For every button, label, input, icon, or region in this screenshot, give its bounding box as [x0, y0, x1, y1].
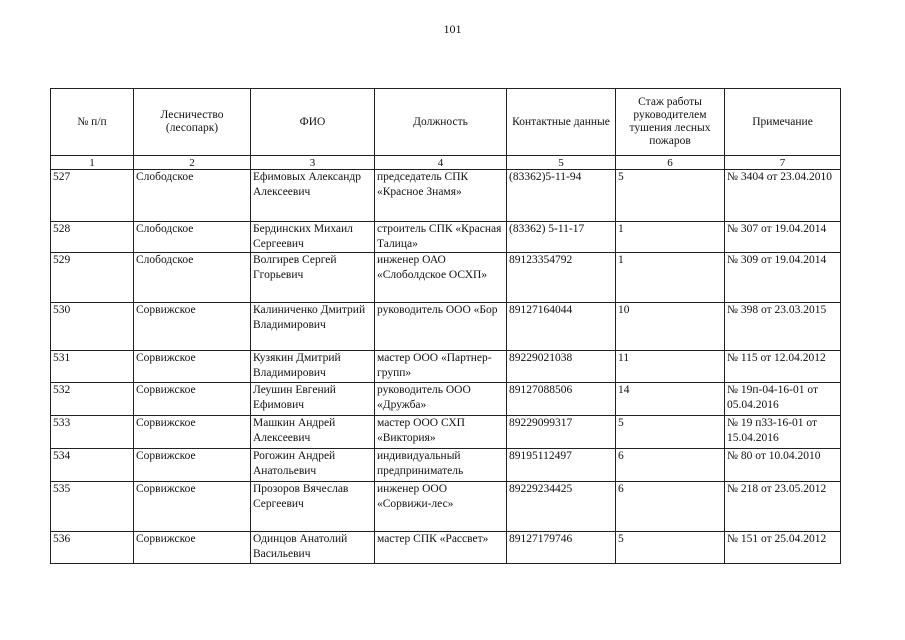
cell-position: инженер ООО «Сорвижи-лес»: [375, 482, 507, 532]
cell-note: № 115 от 12.04.2012: [725, 351, 841, 383]
table-row: [51, 532, 841, 564]
cell-fio: Леушин Евгений Ефимович: [251, 383, 375, 416]
table-row: [51, 383, 841, 416]
cell-number: 533: [51, 416, 134, 449]
column-number: 1: [51, 156, 134, 170]
cell-contact: 89195112497: [507, 449, 616, 482]
fire-chiefs-table: [50, 88, 841, 564]
cell-contact: 89229099317: [507, 416, 616, 449]
cell-note: № 218 от 23.05.2012: [725, 482, 841, 532]
cell-position: руководитель ООО «Дружба»: [375, 383, 507, 416]
cell-position: строитель СПК «Красная Талица»: [375, 222, 507, 253]
cell-contact: 89127164044: [507, 303, 616, 351]
cell-number: 532: [51, 383, 134, 416]
cell-fio: Ефимовых Александр Алексеевич: [251, 170, 375, 222]
cell-forestry: Слободское: [134, 170, 251, 222]
table-row: [51, 253, 841, 303]
table-row: [51, 416, 841, 449]
cell-note: № 307 от 19.04.2014: [725, 222, 841, 253]
cell-forestry: Сорвижское: [134, 351, 251, 383]
cell-number: 529: [51, 253, 134, 303]
table-row: [51, 222, 841, 253]
cell-forestry: Сорвижское: [134, 383, 251, 416]
cell-position: мастер ООО «Партнер-групп»: [375, 351, 507, 383]
cell-position: инженер ОАО «Слоболдское ОСХП»: [375, 253, 507, 303]
column-number: 4: [375, 156, 507, 170]
cell-note: № 19п-04-16-01 от 05.04.2016: [725, 383, 841, 416]
cell-number: 527: [51, 170, 134, 222]
cell-experience: 1: [616, 222, 725, 253]
cell-contact: 89123354792: [507, 253, 616, 303]
cell-position: мастер ООО СХП «Виктория»: [375, 416, 507, 449]
cell-note: № 398 от 23.03.2015: [725, 303, 841, 351]
cell-number: 531: [51, 351, 134, 383]
cell-note: № 3404 от 23.04.2010: [725, 170, 841, 222]
cell-experience: 5: [616, 170, 725, 222]
cell-note: № 309 от 19.04.2014: [725, 253, 841, 303]
cell-forestry: Слободское: [134, 222, 251, 253]
cell-number: 536: [51, 532, 134, 564]
table-row: [51, 303, 841, 351]
cell-experience: 14: [616, 383, 725, 416]
cell-experience: 5: [616, 416, 725, 449]
cell-fio: Бердинских Михаил Сергеевич: [251, 222, 375, 253]
cell-experience: 1: [616, 253, 725, 303]
cell-fio: Машкин Андрей Алексеевич: [251, 416, 375, 449]
cell-contact: 89127088506: [507, 383, 616, 416]
cell-fio: Кузякин Дмитрий Владимирович: [251, 351, 375, 383]
column-number: 3: [251, 156, 375, 170]
cell-contact: 89229021038: [507, 351, 616, 383]
cell-forestry: Сорвижское: [134, 449, 251, 482]
cell-note: № 19 п33-16-01 от 15.04.2016: [725, 416, 841, 449]
header-number: № п/п: [51, 89, 134, 156]
column-number: 7: [725, 156, 841, 170]
column-number: 5: [507, 156, 616, 170]
cell-forestry: Сорвижское: [134, 532, 251, 564]
cell-position: председатель СПК «Красное Знамя»: [375, 170, 507, 222]
cell-experience: 5: [616, 532, 725, 564]
cell-contact: (83362) 5-11-17: [507, 222, 616, 253]
cell-fio: Рогожин Андрей Анатольевич: [251, 449, 375, 482]
column-number: 6: [616, 156, 725, 170]
cell-number: 535: [51, 482, 134, 532]
column-number: 2: [134, 156, 251, 170]
cell-contact: (83362)5-11-94: [507, 170, 616, 222]
cell-position: индивидуальный предприниматель: [375, 449, 507, 482]
header-row: [51, 89, 841, 156]
header-forestry: Лесничество (лесопарк): [134, 89, 251, 156]
table-row: [51, 170, 841, 222]
cell-contact: 89229234425: [507, 482, 616, 532]
header-position: Должность: [375, 89, 507, 156]
header-note: Примечание: [725, 89, 841, 156]
page-number: 101: [443, 22, 462, 36]
cell-number: 528: [51, 222, 134, 253]
table-row: [51, 482, 841, 532]
cell-fio: Калиниченко Дмитрий Владимирович: [251, 303, 375, 351]
table-row: [51, 449, 841, 482]
cell-position: руководитель ООО «Бор: [375, 303, 507, 351]
cell-forestry: Сорвижское: [134, 416, 251, 449]
cell-forestry: Сорвижское: [134, 482, 251, 532]
header-fio: ФИО: [251, 89, 375, 156]
table-row: [51, 351, 841, 383]
cell-experience: 6: [616, 449, 725, 482]
cell-note: № 80 от 10.04.2010: [725, 449, 841, 482]
header-contact: Контактные данные: [507, 89, 616, 156]
cell-experience: 10: [616, 303, 725, 351]
cell-fio: Волгирев Сергей Ггорьевич: [251, 253, 375, 303]
cell-position: мастер СПК «Рассвет»: [375, 532, 507, 564]
cell-number: 534: [51, 449, 134, 482]
header-experience: Стаж работы руководителем тушения лесных пожаров: [616, 89, 725, 156]
cell-fio: Одинцов Анатолий Васильевич: [251, 532, 375, 564]
cell-experience: 11: [616, 351, 725, 383]
cell-forestry: Сорвижское: [134, 303, 251, 351]
cell-forestry: Слободское: [134, 253, 251, 303]
cell-contact: 89127179746: [507, 532, 616, 564]
column-numbers-row: [51, 156, 841, 170]
cell-note: № 151 от 25.04.2012: [725, 532, 841, 564]
cell-experience: 6: [616, 482, 725, 532]
cell-number: 530: [51, 303, 134, 351]
cell-fio: Прозоров Вячеслав Сергеевич: [251, 482, 375, 532]
